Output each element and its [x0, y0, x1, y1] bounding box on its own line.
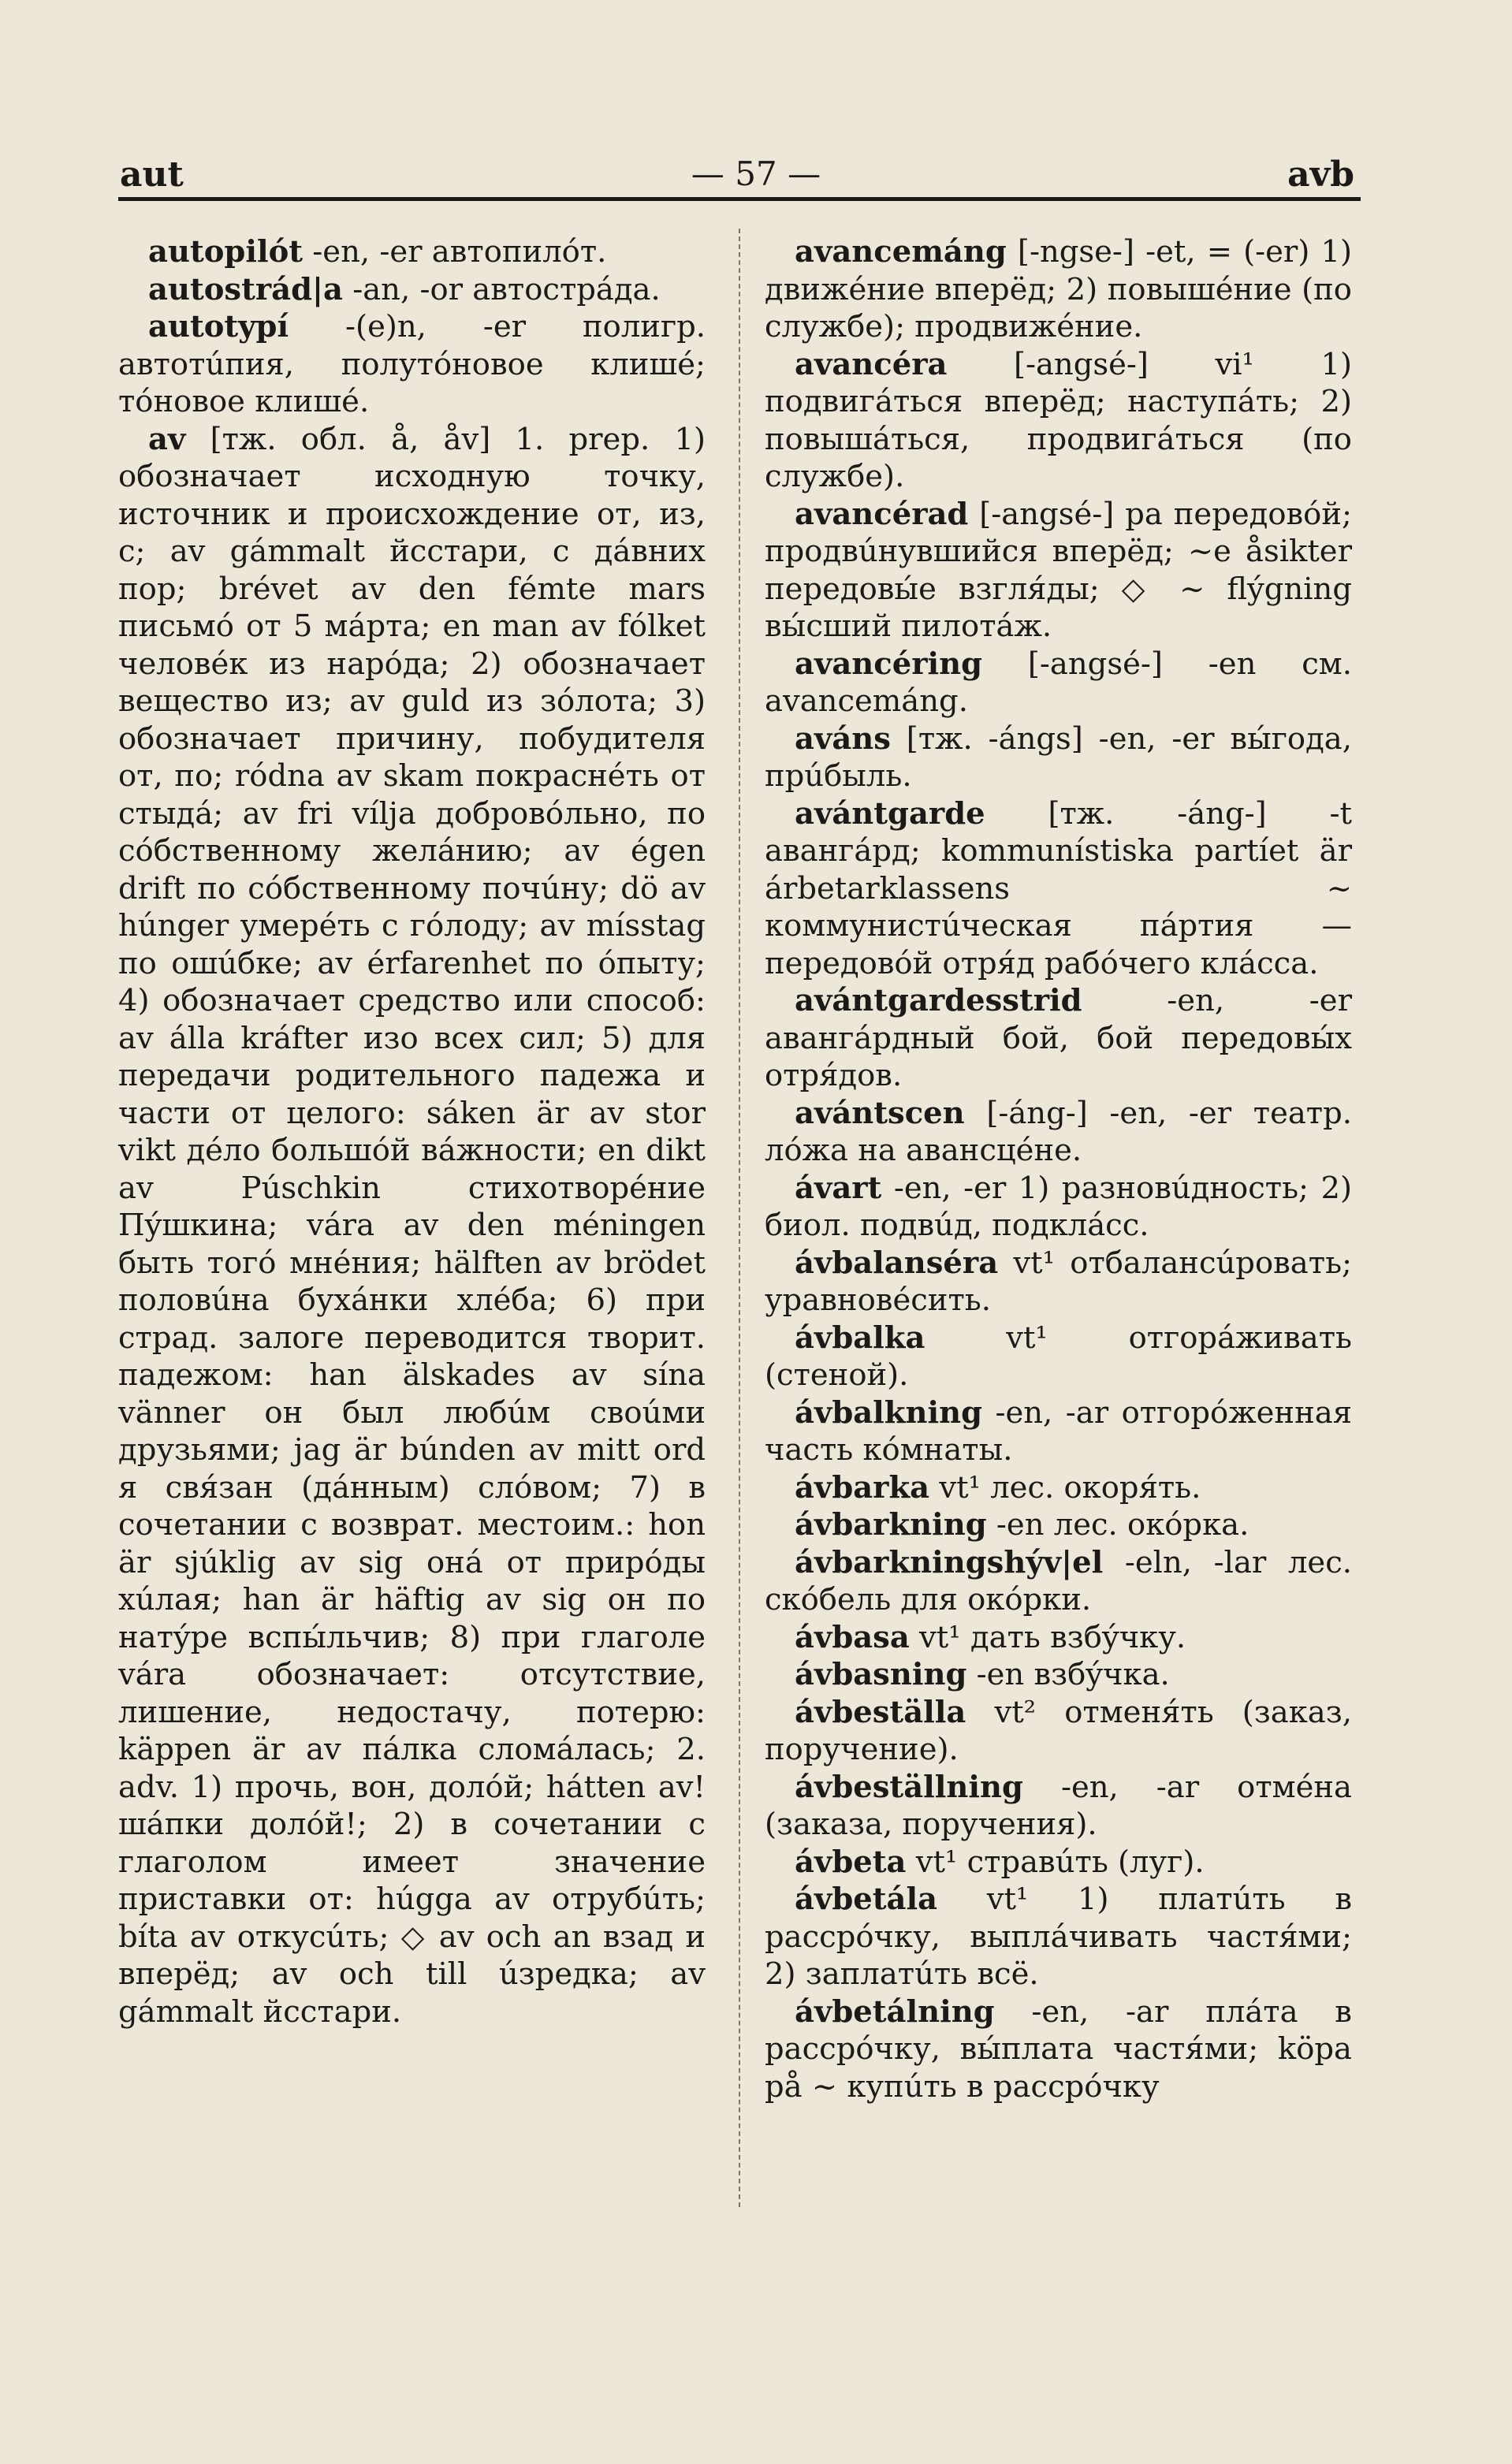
- entry-headword: avántgardesstrid: [795, 983, 1082, 1018]
- dictionary-entry: [765, 1319, 1352, 1394]
- entry-headword: ávbeta: [795, 1844, 907, 1880]
- entry-headword: avancéra: [795, 346, 948, 382]
- entry-headword: ávbasa: [795, 1619, 910, 1655]
- dictionary-entry: [765, 233, 1352, 346]
- left-column: [118, 233, 706, 2030]
- entry-definition: vt¹ лес. окоря́ть.: [929, 1469, 1201, 1506]
- entry-headword: ávbeställa: [795, 1694, 966, 1730]
- entry-headword: ávbarkning: [795, 1507, 987, 1543]
- entry-headword: autopilót: [148, 234, 304, 270]
- entry-headword: aváns: [795, 720, 891, 757]
- dictionary-entry: [118, 308, 706, 421]
- entry-definition: -(e)n, -er полигр. автотúпия, полутóновое клишé; тóновое клишé.: [118, 309, 706, 419]
- header-guide-word-left: aut: [120, 154, 184, 195]
- entry-headword: ávbarka: [795, 1469, 930, 1506]
- dictionary-entry: [765, 1694, 1352, 1769]
- entry-headword: ávbetála: [795, 1881, 938, 1917]
- entry-definition: -en лес. окóрка.: [986, 1507, 1249, 1543]
- entry-headword: avancéring: [795, 646, 983, 682]
- dictionary-entry: [765, 1506, 1352, 1544]
- entry-definition: -eln, -lar лес. скóбель для окóрки.: [765, 1544, 1352, 1617]
- entry-definition: -en, -er авангáрдный бой, бой передовы́х отря́дов.: [765, 983, 1352, 1093]
- dictionary-entry: [118, 233, 706, 271]
- entry-definition: [-áng-] -en, -er театр. лóжа на авансцéне.: [765, 1095, 1352, 1168]
- entry-definition: [-angsé-] vi¹ 1) подвигáться вперёд; наступáть; 2) повышáться, продвигáться (по службе).: [765, 346, 1352, 494]
- entry-definition: [тж. -ángs] -en, -er вы́года, прúбыль.: [765, 720, 1352, 794]
- entry-definition: vt¹ 1) платúть в рассрóчку, выплáчивать частя́ми; 2) заплатúть всё.: [765, 1881, 1352, 1992]
- entry-headword: avancérad: [795, 496, 969, 532]
- entry-definition: -en, -ar отгорóженная часть кóмнаты.: [765, 1394, 1352, 1468]
- dictionary-entry: [765, 1656, 1352, 1694]
- entry-definition: vt¹ отгорáживать (стеной).: [765, 1319, 1352, 1393]
- dictionary-entry: [765, 1993, 1352, 2106]
- header-rule: [118, 197, 1361, 201]
- entry-definition: -en взбýчка.: [966, 1657, 1170, 1692]
- entry-definition: vt² отменя́ть (заказ, поручение).: [765, 1694, 1352, 1767]
- entry-definition: -en, -ar плáта в рассрóчку, вы́плата частя́ми; köpa på ~ купúть в рассрóчку: [765, 1993, 1352, 2105]
- dictionary-entry: [765, 795, 1352, 983]
- entry-headword: ávbalanséra: [795, 1245, 999, 1281]
- entry-definition: [-ngse-] -et, = (-er) 1) движéние вперёд; 2) повышéние (по службе); продвижéние.: [765, 234, 1352, 344]
- dictionary-entry: [765, 982, 1352, 1095]
- header-guide-word-right: avb: [1287, 154, 1354, 195]
- right-column: [765, 233, 1352, 2105]
- entry-headword: avántscen: [795, 1095, 965, 1131]
- entry-headword: ávbasning: [795, 1657, 967, 1692]
- entry-headword: ávbetálning: [795, 1993, 995, 2030]
- entry-headword: avántgarde: [795, 795, 985, 832]
- dictionary-entry: [765, 1170, 1352, 1245]
- dictionary-entry: [765, 720, 1352, 795]
- entry-definition: [-angsé-] pa передовóй; продвúнувшийся вперёд; ~e åsikter передовы́е взгля́ды; ◇ ~ flýgning вы́сший пилотáж.: [765, 496, 1352, 644]
- dictionary-entry: [765, 1469, 1352, 1507]
- dictionary-entry: [765, 1881, 1352, 1993]
- dictionary-entry: [765, 1619, 1352, 1657]
- entry-definition: -en, -er автопилóт.: [303, 234, 607, 270]
- entry-headword: ávbarkningshýv|el: [795, 1544, 1104, 1580]
- entry-headword: av: [148, 421, 186, 457]
- column-divider: [739, 229, 740, 2207]
- entry-headword: ávbalka: [795, 1319, 925, 1356]
- entry-headword: ávbalkning: [795, 1394, 983, 1431]
- entry-definition: -en, -er 1) разновúдность; 2) биол. подвúд, подклáсс.: [765, 1170, 1352, 1243]
- dictionary-entry: [765, 1095, 1352, 1170]
- entry-definition: -en, -ar отмéна (заказа, поручения).: [765, 1769, 1352, 1842]
- dictionary-entry: [765, 646, 1352, 720]
- entry-headword: ávart: [795, 1170, 882, 1206]
- entry-definition: -an, -or автострáда.: [342, 271, 661, 307]
- entry-headword: ávbeställning: [795, 1769, 1023, 1805]
- dictionary-entry: [765, 1394, 1352, 1469]
- dictionary-entry: [765, 496, 1352, 646]
- dictionary-entry: [118, 421, 706, 2031]
- entry-headword: autotypí: [148, 309, 289, 344]
- entry-definition: [-angsé-] -en см. avancemáng.: [765, 646, 1352, 719]
- dictionary-entry: [118, 271, 706, 309]
- page-number: — 57 —: [691, 154, 821, 193]
- entry-definition: vt¹ стравúть (луг).: [906, 1844, 1205, 1880]
- dictionary-entry: [765, 1769, 1352, 1844]
- entry-definition: vt¹ отбалансúровать; уравновéсить.: [765, 1245, 1352, 1318]
- entry-definition: vt¹ дать взбýчку.: [909, 1619, 1186, 1655]
- dictionary-entry: [765, 346, 1352, 496]
- dictionary-entry: [765, 1245, 1352, 1319]
- dictionary-entry: [765, 1844, 1352, 1881]
- entry-definition: [тж. -áng-] -t авангáрд; kommunístiska partíet är árbetarklassens ~ коммунистúческая пáртия — передовóй отря́д рабóчего клáсса.: [765, 795, 1352, 981]
- dictionary-entry: [765, 1544, 1352, 1619]
- entry-headword: autostrád|a: [148, 271, 343, 307]
- entry-definition: [тж. обл. å, åv] 1. prep. 1) обозначает исходную точку, источник и происхождение от, из, с; av gámmalt йсстари, с дáвних пор; brévet av den fémte mars письмó от 5 мáрта; en man av fólket человéк из нарóда; 2) обозначает вещество из; av guld из зóлота; 3) обозначает причину, побудителя от, по; ródna av skam покраснéть от стыдá; av fri vílja добровóльно, по сóбственному желáнию; av égen drift по сóбственному почúну; dö av húnger умерéть с гóлоду; av mísstag по ошúбке; av érfarenhet по óпыту; 4) обозначает средство или способ: av álla kráfter изо всех сил; 5) для передачи родительного падежа и части от целого: sáken är av stor vikt дéло большóй вáжности; en dikt av Púschkin стихотворéние Пýшкина; vára av den méningen быть тогó мнéния; hälften av brödet половúна бухáнки хлéба; 6) при страд. залоге переводится творит. падежом: han älskades av sína vänner он был любúм своúми друзьями; jag är búnden av mitt ord я свя́зан (дáнным) слóвом; 7) в сочетании с возврат. местоим.: hon är sjúklig av sig онá от прирóды хúлая; han är häftig av sig он по натýре вспы́льчив; 8) при глаголе vára обозначает: отсутствие, лишение, недостачу, потерю: käppen är av пáлка сломáлась; 2. adv. 1) прочь, вон, долóй; hátten av! шáпки долóй!; 2) в сочетании с глаголом имеет значение приставки от: húgga av отрубúть; bíta av откусúть; ◇ av och an взад и вперёд; av och till úзредка; av gámmalt йсстари.: [118, 421, 706, 2030]
- entry-headword: avancemáng: [795, 234, 1007, 270]
